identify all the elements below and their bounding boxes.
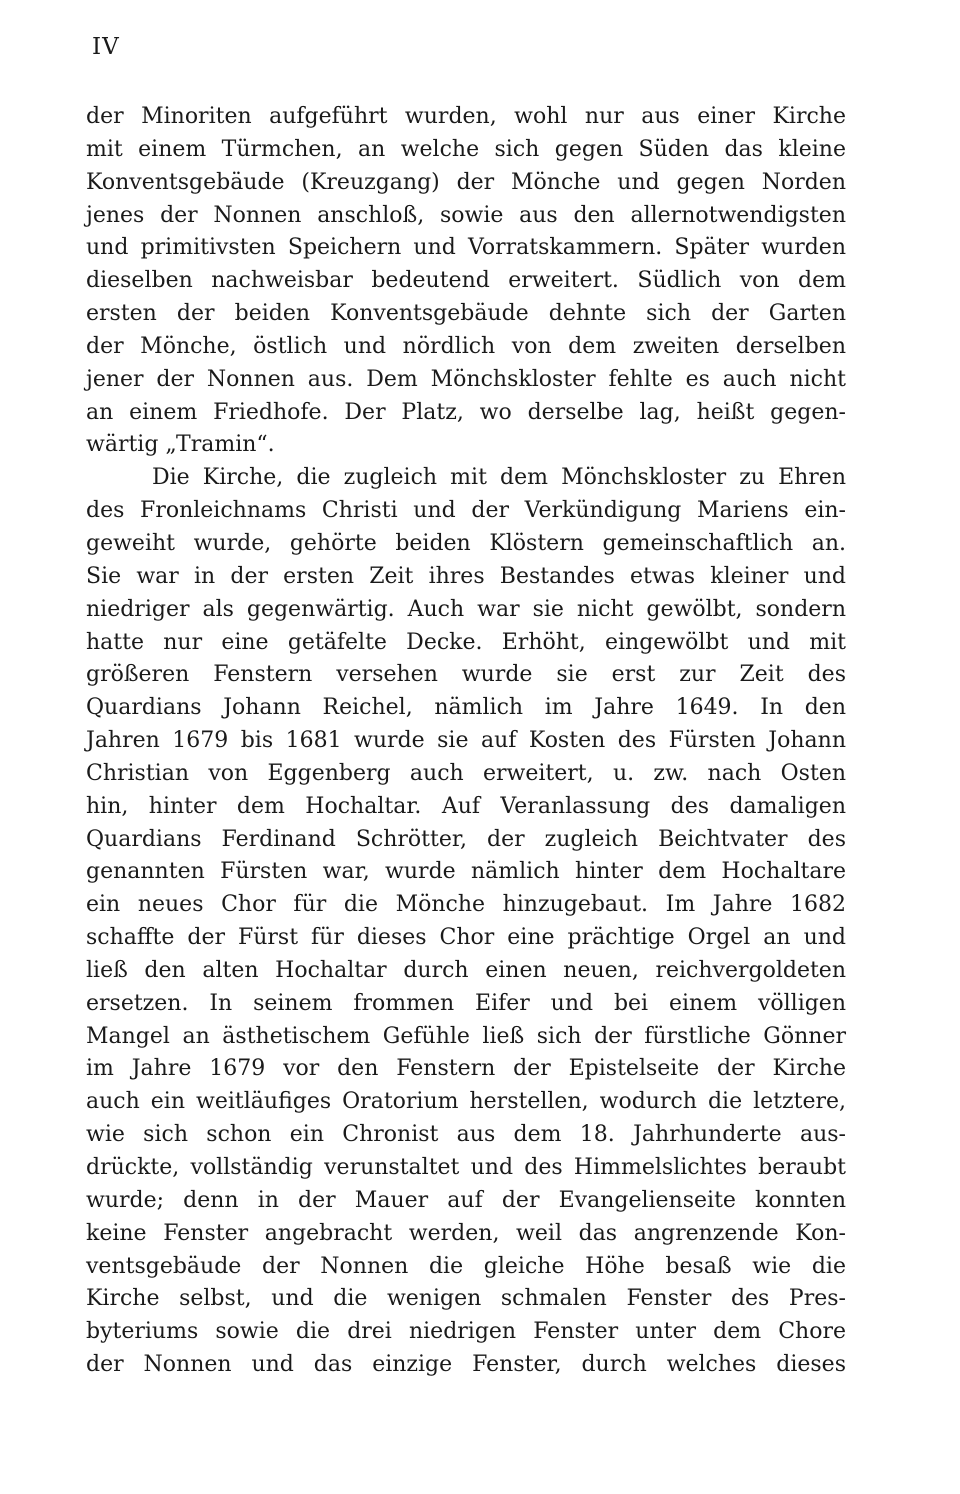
text-line: wie sich schon ein Chronist aus dem 18. Jahrhunderte aus- bbox=[86, 1122, 846, 1148]
text-line: ersetzen. In seinem frommen Eifer und bei einem völligen bbox=[86, 990, 846, 1016]
text-line: Mangel an ästhetischem Gefühle ließ sich der fürstliche Gönner bbox=[86, 1023, 846, 1049]
text-line: mit einem Türmchen, an welche sich gegen Süden das kleine bbox=[86, 136, 846, 162]
text-line: geweiht wurde, gehörte beiden Klöstern gemeinschaftlich an. bbox=[86, 530, 846, 556]
text-line: der Mönche, östlich und nördlich von dem zweiten derselben bbox=[86, 333, 846, 359]
paragraph-end-line: wärtig „Tramin“. bbox=[86, 432, 275, 458]
text-line: keine Fenster angebracht werden, weil das angrenzende Kon- bbox=[86, 1220, 846, 1246]
text-line: ventsgebäude der Nonnen die gleiche Höhe besaß wie die bbox=[86, 1253, 846, 1279]
text-line: des Fronleichnams Christi und der Verkündigung Mariens ein- bbox=[86, 498, 846, 524]
text-line: genannten Fürsten war, wurde nämlich hinter dem Hochaltare bbox=[86, 859, 846, 885]
text-line: hatte nur eine getäfelte Decke. Erhöht, eingewölbt und mit bbox=[86, 629, 846, 655]
paragraph-start-line: Die Kirche, die zugleich mit dem Mönchskloster zu Ehren bbox=[152, 465, 846, 491]
text-line: hin, hinter dem Hochaltar. Auf Veranlassung des damaligen bbox=[86, 793, 846, 819]
text-line: an einem Friedhofe. Der Platz, wo derselbe lag, heißt gegen- bbox=[86, 399, 846, 425]
text-line: byteriums sowie die drei niedrigen Fenster unter dem Chore bbox=[86, 1319, 846, 1345]
text-line: Quardians Johann Reichel, nämlich im Jahre 1649. In den bbox=[86, 695, 846, 721]
text-line: Christian von Eggenberg auch erweitert, u. zw. nach Osten bbox=[86, 760, 846, 786]
page-number: IV bbox=[92, 34, 120, 60]
text-line: der Minoriten aufgeführt wurden, wohl nur aus einer Kirche bbox=[86, 104, 846, 129]
text-line: dieselben nachweisbar bedeutend erweitert. Südlich von dem bbox=[86, 268, 846, 294]
text-line: ein neues Chor für die Mönche hinzugebaut. Im Jahre 1682 bbox=[86, 892, 846, 918]
text-line: größeren Fenstern versehen wurde sie erst zur Zeit des bbox=[86, 662, 846, 688]
text-line: Quardians Ferdinand Schrötter, der zugleich Beichtvater des bbox=[86, 826, 846, 852]
text-line: schaffte der Fürst für dieses Chor eine prächtige Orgel an und bbox=[86, 925, 846, 951]
text-line: Sie war in der ersten Zeit ihres Bestandes etwas kleiner und bbox=[86, 563, 846, 589]
text-line: und primitivsten Speichern und Vorratskammern. Später wurden bbox=[86, 235, 846, 261]
text-line: ersten der beiden Konventsgebäude dehnte sich der Garten bbox=[86, 301, 846, 327]
text-line: Jahren 1679 bis 1681 wurde sie auf Kosten des Fürsten Johann bbox=[86, 728, 846, 754]
text-line: Kirche selbst, und die wenigen schmalen Fenster des Pres- bbox=[86, 1286, 846, 1312]
text-line: jenes der Nonnen anschloß, sowie aus den allernotwendigsten bbox=[86, 202, 846, 228]
text-line: wurde; denn in der Mauer auf der Evangelienseite konnten bbox=[86, 1187, 846, 1213]
body-text bbox=[86, 101, 846, 1382]
text-line: ließ den alten Hochaltar durch einen neuen, reichvergoldeten bbox=[86, 957, 846, 983]
text-line: auch ein weitläufiges Oratorium herstellen, wodurch die letztere, bbox=[86, 1089, 846, 1115]
text-line: der Nonnen und das einzige Fenster, durch welches dieses bbox=[86, 1352, 846, 1378]
text-line: drückte, vollständig verunstaltet und des Himmelslichtes beraubt bbox=[86, 1155, 846, 1180]
text-line: jener der Nonnen aus. Dem Mönchskloster fehlte es auch nicht bbox=[86, 366, 846, 392]
text-line: niedriger als gegenwärtig. Auch war sie nicht gewölbt, sondern bbox=[86, 596, 846, 622]
text-line: im Jahre 1679 vor den Fenstern der Epistelseite der Kirche bbox=[86, 1056, 846, 1082]
text-line: Konventsgebäude (Kreuzgang) der Mönche und gegen Norden bbox=[86, 169, 846, 195]
